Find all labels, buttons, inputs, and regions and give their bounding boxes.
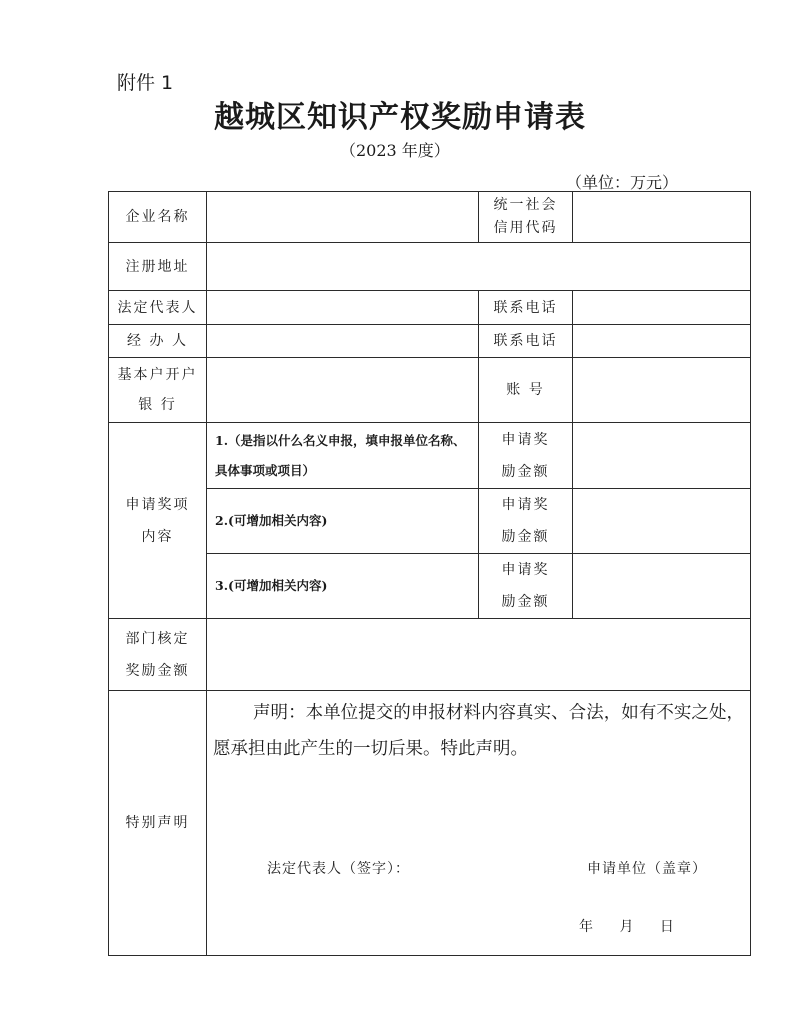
content-label-line1: 申请奖项 (125, 496, 190, 513)
handler-label: 经 办 人 (109, 325, 207, 358)
contact-phone-label: 联系电话 (479, 291, 573, 325)
account-label: 账 号 (479, 358, 573, 423)
bank-label-line2: 银 行 (138, 397, 177, 413)
row-legal-rep (109, 291, 751, 325)
credit-code-label-line2: 信用代码 (493, 220, 558, 236)
unit-seal[interactable]: 申请单位（盖章） (587, 861, 707, 877)
item-amount-label-line1: 申请奖 (501, 562, 550, 578)
row-special-statement (109, 691, 751, 956)
dept-approved-label-line2: 奖励金额 (125, 662, 190, 679)
row-company (109, 192, 751, 243)
company-name-label: 企业名称 (109, 192, 207, 243)
dept-approved-field[interactable] (207, 619, 751, 691)
item-amount-label-line2: 励金额 (501, 594, 550, 610)
bank-label (109, 358, 207, 423)
attachment-label: 附件 1 (117, 72, 174, 94)
bank-label-line1: 基本户开户 (117, 367, 198, 383)
statement-text: 声明：本单位提交的申报材料内容真实、合法，如有不实之处，愿承担由此产生的一切后果。特此声明。 (213, 703, 744, 759)
item-amount-label-line1: 申请奖 (501, 431, 550, 448)
dept-approved-label-line1: 部门核定 (125, 630, 190, 647)
date-line[interactable]: 年 月 日 (579, 919, 674, 935)
legal-rep-signature[interactable]: 法定代表人（签字）： (267, 861, 410, 877)
item-amount-label-line1: 申请奖 (501, 497, 550, 513)
contact-phone-field[interactable] (573, 291, 751, 325)
row-bank (109, 358, 751, 423)
item-amount-label-line2: 励金额 (501, 463, 550, 480)
page-title: 越城区知识产权奖励申请表 (214, 100, 586, 135)
item-text[interactable]: 1.（是指以什么名义申报，填申报单位名称、具体事项或项目） (207, 423, 479, 489)
row-handler (109, 325, 751, 358)
content-label (109, 423, 207, 619)
credit-code-label (479, 192, 573, 243)
row-address (109, 243, 751, 291)
special-statement-label: 特别声明 (109, 691, 207, 956)
unit-label: （单位：万元） (566, 173, 679, 192)
credit-code-label-line1: 统一社会 (493, 197, 558, 213)
account-field[interactable] (573, 358, 751, 423)
handler-field[interactable] (207, 325, 479, 358)
application-form-table (108, 191, 751, 956)
legal-rep-field[interactable] (207, 291, 479, 325)
company-name-field[interactable] (207, 192, 479, 243)
item-amount-label (479, 423, 573, 489)
item-text[interactable]: 2.(可增加相关内容) (207, 489, 479, 554)
credit-code-field[interactable] (573, 192, 751, 243)
item-text[interactable]: 3.(可增加相关内容) (207, 554, 479, 619)
item-amount-field[interactable] (573, 489, 751, 554)
form-year: （2023 年度） (340, 141, 450, 160)
contact-phone2-field[interactable] (573, 325, 751, 358)
address-field[interactable] (207, 243, 751, 291)
content-label-line2: 内容 (141, 528, 174, 545)
item-amount-label (479, 554, 573, 619)
row-item-1 (109, 423, 751, 489)
dept-approved-label (109, 619, 207, 691)
contact-phone2-label: 联系电话 (479, 325, 573, 358)
item-amount-field[interactable] (573, 423, 751, 489)
item-amount-label (479, 489, 573, 554)
item-amount-label-line2: 励金额 (501, 529, 550, 545)
legal-rep-label: 法定代表人 (109, 291, 207, 325)
bank-field[interactable] (207, 358, 479, 423)
row-dept-approved (109, 619, 751, 691)
item-amount-field[interactable] (573, 554, 751, 619)
address-label: 注册地址 (109, 243, 207, 291)
statement-cell (207, 691, 751, 956)
